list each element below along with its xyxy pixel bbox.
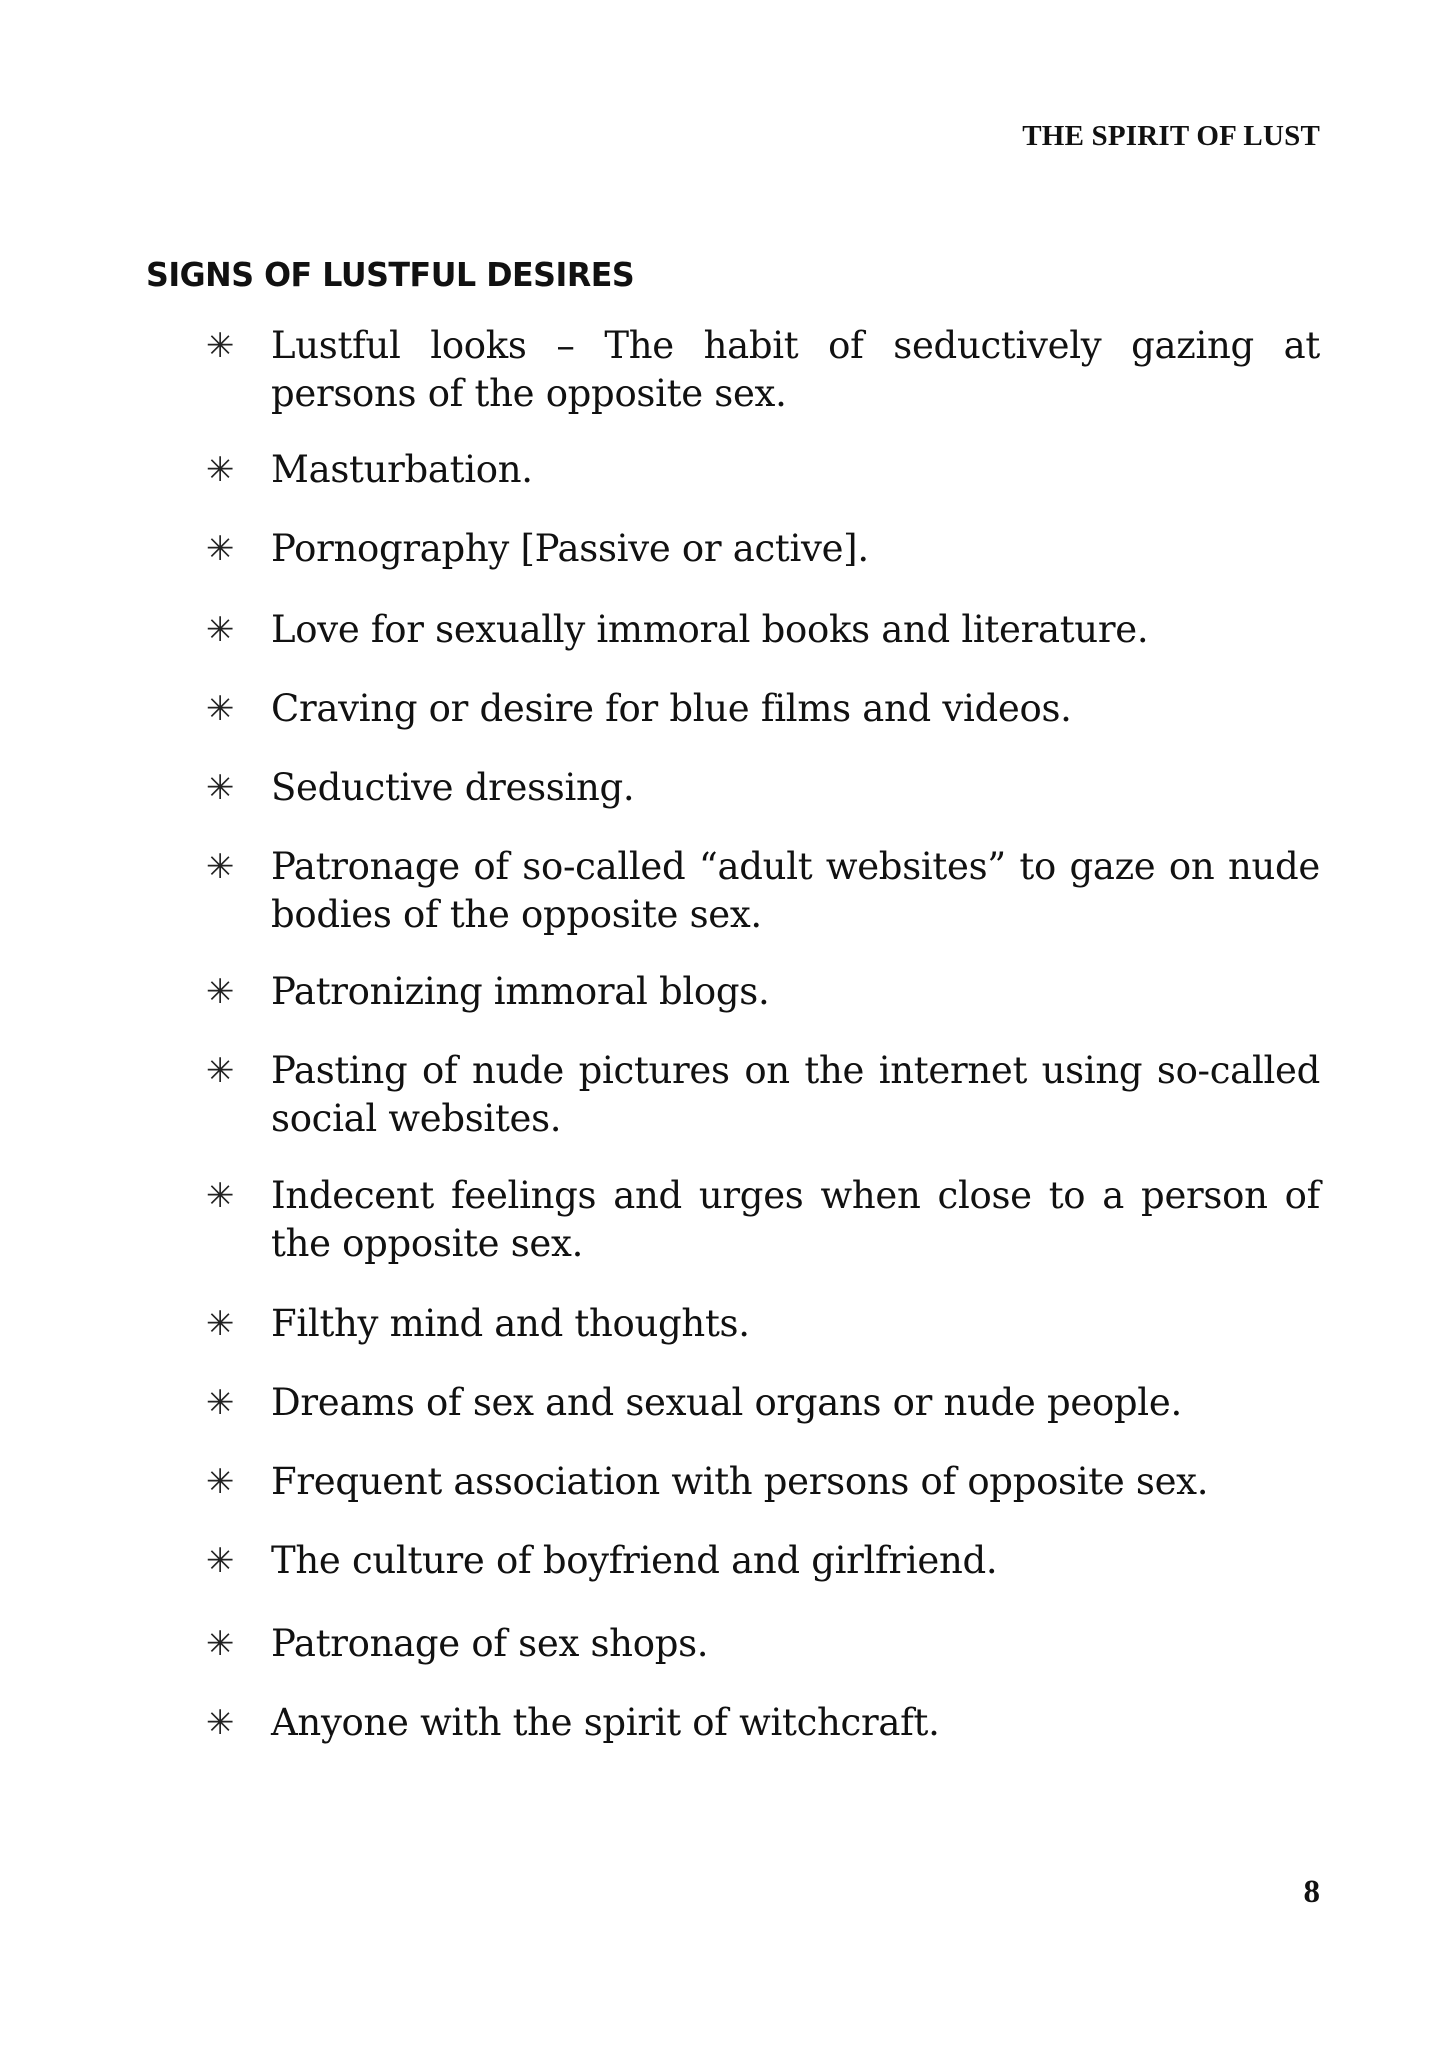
asterisk-bullet-icon: ✳: [206, 1541, 235, 1581]
list-item-text: Patronage of so-called “adult websites” to gaze on nude bodies of the opposite sex.: [271, 845, 1320, 936]
page-number: 8: [1303, 1874, 1320, 1910]
list-item-text: Anyone with the spirit of witchcraft.: [271, 1701, 940, 1744]
asterisk-bullet-icon: ✳: [206, 689, 235, 729]
asterisk-bullet-icon: ✳: [206, 847, 235, 887]
list-item-text: Craving or desire for blue films and videos.: [271, 687, 1072, 730]
list-item-text: Frequent association with persons of opposite sex.: [271, 1460, 1209, 1503]
list-item-text: Seductive dressing.: [271, 766, 635, 809]
section-heading: SIGNS OF LUSTFUL DESIRES: [146, 255, 635, 294]
list-item-text: Pasting of nude pictures on the internet using so-called social websites.: [271, 1049, 1320, 1140]
list-item-text: Indecent feelings and urges when close to a person of the opposite sex.: [271, 1174, 1320, 1265]
asterisk-bullet-icon: ✳: [206, 1462, 235, 1502]
asterisk-bullet-icon: ✳: [206, 326, 235, 366]
asterisk-bullet-icon: ✳: [206, 450, 235, 490]
list-item-text: Masturbation.: [271, 448, 533, 491]
list-item-text: Filthy mind and thoughts.: [271, 1302, 750, 1345]
asterisk-bullet-icon: ✳: [206, 1051, 235, 1091]
list-item-text: Dreams of sex and sexual organs or nude people.: [271, 1381, 1182, 1424]
list-item-text: Pornography [Passive or active].: [271, 527, 869, 570]
asterisk-bullet-icon: ✳: [206, 610, 235, 650]
list-item-text: Lustful looks – The habit of seductively gazing at persons of the opposite sex.: [271, 324, 1320, 415]
asterisk-bullet-icon: ✳: [206, 1703, 235, 1743]
list-item-text: Patronage of sex shops.: [271, 1622, 709, 1665]
running-header-title: THE SPIRIT OF LUST: [1022, 120, 1320, 152]
asterisk-bullet-icon: ✳: [206, 529, 235, 569]
asterisk-bullet-icon: ✳: [206, 1624, 235, 1664]
list-item-text: Love for sexually immoral books and literature.: [271, 608, 1149, 651]
list-item-text: Patronizing immoral blogs.: [271, 970, 770, 1013]
asterisk-bullet-icon: ✳: [206, 1304, 235, 1344]
asterisk-bullet-icon: ✳: [206, 1383, 235, 1423]
asterisk-bullet-icon: ✳: [206, 768, 235, 808]
list-item-text: The culture of boyfriend and girlfriend.: [271, 1539, 998, 1582]
asterisk-bullet-icon: ✳: [206, 1176, 235, 1216]
asterisk-bullet-icon: ✳: [206, 972, 235, 1012]
